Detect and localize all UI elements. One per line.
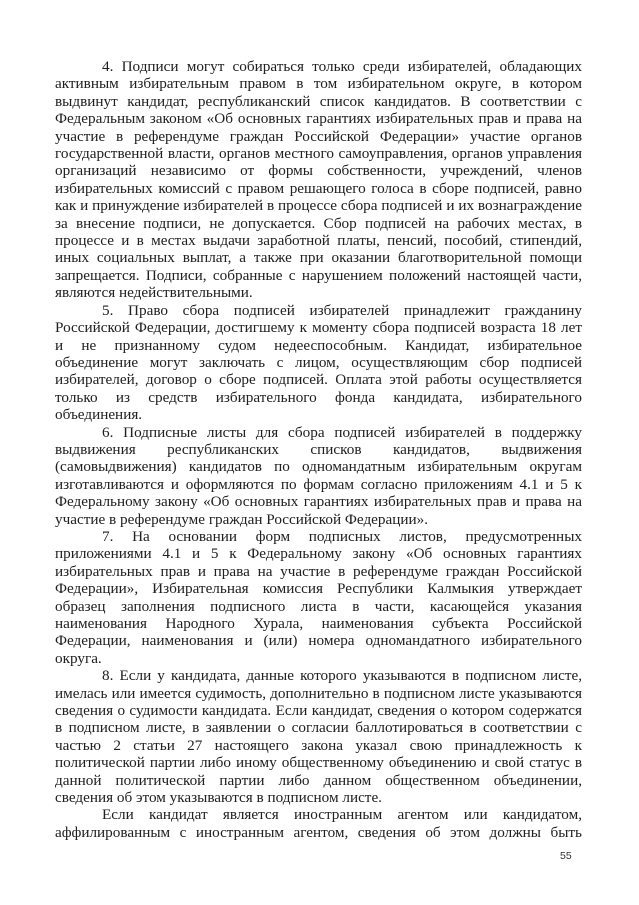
document-body <box>55 58 582 841</box>
paragraph-foreign-agent: Если кандидат является иностранным агентом или кандидатом, аффилированным с иностранным агентом, сведения об этом должны быть <box>55 806 582 841</box>
paragraph-5: 5. Право сбора подписей избирателей принадлежит гражданину Российской Федерации, достигшему к моменту сбора подписей возраста 18 лет и не признанному судом недееспособным. Кандидат, избирательное объединение могут заключать с лицом, осуществляющим сбор подписей избирателей, договор о сборе подписей. Оплата этой работы осуществляется только из средств избирательного фонда кандидата, избирательного объединения. <box>55 301 582 424</box>
paragraph-6: 6. Подписные листы для сбора подписей избирателей в поддержку выдвижения республиканских списков кандидатов, выдвижения (самовыдвижения) кандидатов по одномандатным избирательным округам изготавливаются и оформляются по формам согласно приложениям 4.1 и 5 к Федеральному закону «Об основных гарантиях избирательных прав и права на участие в референдуме граждан Российской Федерации». <box>55 423 582 528</box>
paragraph-8: 8. Если у кандидата, данные которого указываются в подписном листе, имелась или имеется судимость, дополнительно в подписном листе указываются сведения о судимости кандидата. Если кандидат, сведения о котором содержатся в подписном листе, в заявлении о согласии баллотироваться в соответствии с частью 2 статьи 27 настоящего закона указал свою принадлежность к политической партии либо иному общественному объединению и свой статус в данной политической партии либо данном общественном объединении, сведения об этом указываются в подписном листе. <box>55 667 582 807</box>
page-number: 55 <box>560 850 572 862</box>
paragraph-7: 7. На основании форм подписных листов, предусмотренных приложениями 4.1 и 5 к Федеральному закону «Об основных гарантиях избирательных прав и права на участие в референдуме граждан Российской Федерации», Избирательная комиссия Республики Калмыкия утверждает образец заполнения подписного листа в части, касающейся указания наименования Народного Хурала, наименования субъекта Российской Федерации, наименования и (или) номера одномандатного избирательного округа. <box>55 527 582 667</box>
paragraph-4: 4. Подписи могут собираться только среди избирателей, обладающих активным избирательным правом в том избирательном округе, в котором выдвинут кандидат, республиканский список кандидатов. В соответствии с Федеральным законом «Об основных гарантиях избирательных прав и права на участие в референдуме граждан Российской Федерации» участие органов государственной власти, органов местного самоуправления, органов управления организаций независимо от формы собственности, учреждений, членов избирательных комиссий с правом решающего голоса в сборе подписей, равно как и принуждение избирателей в процессе сбора подписей и их вознаграждение за внесение подписи, не допускается. Сбор подписей на рабочих местах, в процессе и в местах выдачи заработной платы, пенсий, пособий, стипендий, иных социальных выплат, а также при оказании благотворительной помощи запрещается. Подписи, собранные с нарушением положений настоящей части, являются недействительными. <box>55 58 582 302</box>
